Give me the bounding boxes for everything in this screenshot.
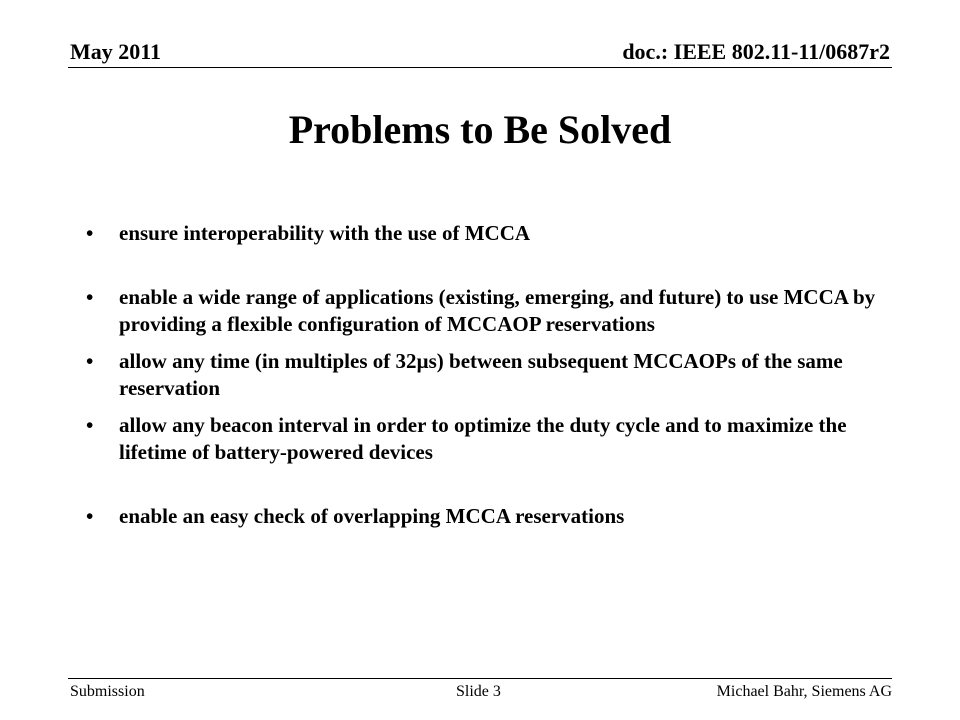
bullet-dot: • bbox=[86, 349, 94, 373]
bullet-item bbox=[86, 348, 886, 402]
header-doc-id: doc.: IEEE 802.11-11/0687r2 bbox=[622, 39, 890, 64]
bullet-item bbox=[86, 412, 886, 466]
bullet-dot: • bbox=[86, 504, 94, 528]
bullet-dot: • bbox=[86, 221, 94, 245]
bullet-text: allow any beacon interval in order to optimize the duty cycle and to maximize the lifetime of battery-powered devices bbox=[119, 413, 847, 464]
bullet-text: allow any time (in multiples of 32µs) between subsequent MCCAOPs of the same reservation bbox=[119, 349, 843, 400]
bullet-item bbox=[86, 503, 886, 530]
footer-divider bbox=[68, 678, 892, 679]
bullet-list bbox=[86, 220, 886, 530]
footer-submission: Submission bbox=[70, 683, 145, 700]
bullet-dot: • bbox=[86, 285, 94, 309]
bullet-item bbox=[86, 220, 886, 247]
bullet-text: enable an easy check of overlapping MCCA reservations bbox=[119, 504, 625, 528]
header-divider bbox=[68, 67, 892, 68]
bullet-dot: • bbox=[86, 413, 94, 437]
header-date: May 2011 bbox=[70, 39, 162, 64]
footer-author: Michael Bahr, Siemens AG bbox=[716, 683, 892, 700]
bullet-text: enable a wide range of applications (existing, emerging, and future) to use MCCA by providing a flexible configuration of MCCAOP reservations bbox=[119, 285, 876, 336]
bullet-text: ensure interoperability with the use of MCCA bbox=[119, 221, 531, 245]
slide-title: Problems to Be Solved bbox=[288, 107, 672, 152]
bullet-item bbox=[86, 284, 886, 338]
footer-slide-number: Slide 3 bbox=[456, 683, 501, 700]
